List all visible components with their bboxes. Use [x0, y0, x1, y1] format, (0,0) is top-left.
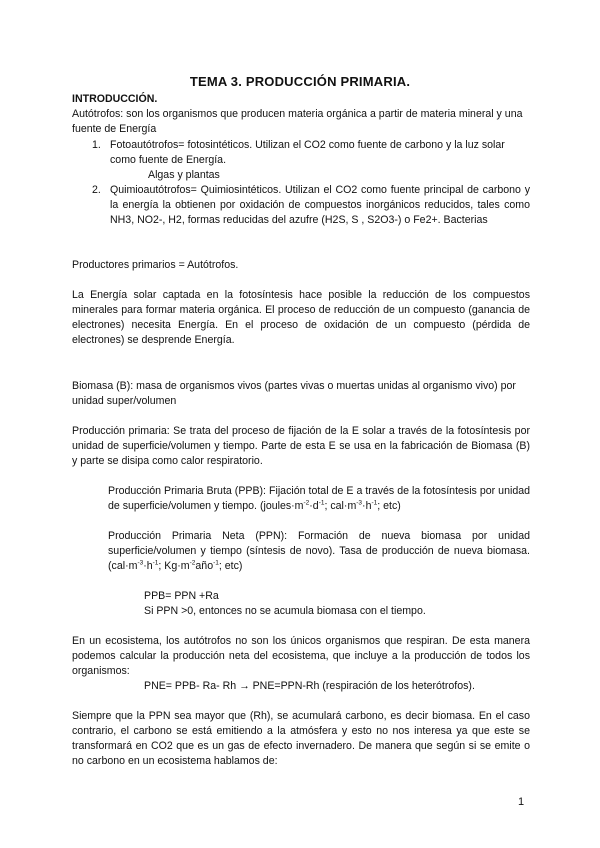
- ecosistema-paragraph: En un ecosistema, los autótrofos no son los únicos organismos que respiran. De esta manera podemos calcular la producción neta del ecosistema, que incluye a la producción de todos los organismos:: [72, 635, 530, 677]
- ppb-paragraph: [108, 484, 530, 514]
- formula-ppn-condition: Si PPN >0, entonces no se acumula biomasa con el tiempo.: [144, 605, 426, 617]
- biomasa-paragraph: Biomasa (B): masa de organismos vivos (partes vivas o muertas unidas al organismo vivo) por unidad super/volumen: [72, 380, 516, 407]
- produccion-primaria-paragraph: Producción primaria: Se trata del proceso de fijación de la E solar a través de la fotosíntesis por unidad de superficie/volumen y tiempo. Parte de esta E se usa en la fabricación de Biomasa (B) y parte se disipa como calor respiratorio.: [72, 425, 530, 467]
- intro-text: Autótrofos: son los organismos que producen materia orgánica a partir de materia mineral y una fuente de Energía: [72, 108, 523, 135]
- list-item-fotoautotrofos-sub: Algas y plantas: [148, 169, 220, 181]
- ppb-units: ($joules\cdot m^{-2}\cdot d^{-1}$; $cal\cdot m^{-3}\cdot h^{-1}$; etc): [259, 499, 401, 512]
- list-number-1: 1.: [92, 139, 101, 151]
- page-number: 1: [518, 796, 525, 808]
- list-item-fotoautotrofos: Fotoautótrofos= fotosintéticos. Utilizan el CO2 como fuente de carbono y la luz solar como fuente de Energía.: [110, 139, 505, 166]
- list-number-2: 2.: [92, 184, 101, 196]
- intro-heading: INTRODUCCIÓN.: [72, 93, 158, 105]
- page-title: TEMA 3. PRODUCCIÓN PRIMARIA.: [189, 74, 411, 89]
- ppn-text: Producción Primaria Neta (PPN): Formación de nueva biomasa por unidad superficie/volumen y tiempo (síntesis de novo). Tasa de producción de nueva biomasa.: [108, 530, 530, 557]
- list-item-quimioautotrofos: Quimioautótrofos= Quimiosintéticos. Utilizan el CO2 como fuente principal de carbono y la energía la obtienen por oxidación de compuestos inorgánicos reducidos, tales como NH3, NO2-, H2, formas reducidas del azufre (H2S, S , S2O3-) o Fe2+. Bacterias: [110, 184, 530, 226]
- energia-paragraph: La Energía solar captada en la fotosíntesis hace posible la reducción de los compuestos minerales para formar materia orgánica. El proceso de reducción de un compuesto (ganancia de electrones) necesita Energía. En el proceso de oxidación de un compuesto (pérdida de electrones) se desprende Energía.: [72, 289, 530, 346]
- formula-ppb: PPB= PPN +Ra: [144, 590, 219, 602]
- productores-line: Productores primarios = Autótrofos.: [72, 259, 239, 271]
- pne-formula: PNE= PPB- Ra- Rh → PNE=PPN-Rh (respiración de los heterótrofos).: [144, 680, 475, 692]
- ppn-paragraph: [108, 529, 530, 574]
- ppn-units: ($cal\cdot m^{-3}\cdot h^{-1}$; $Kg\cdot m^{-2}año^{-1}$; etc): [108, 559, 243, 572]
- ppb-text: Producción Primaria Bruta (PPB): Fijación total de E a través de la fotosíntesis por unidad de superficie/volumen y tiempo.: [108, 485, 530, 512]
- final-paragraph: Siempre que la PPN sea mayor que (Rh), se acumulará carbono, es decir biomasa. En el caso contrario, el carbono se está emitiendo a la atmósfera y esto no nos interesa ya que este se transformará en CO2 que es un gas de efecto invernadero. De manera que según si se emite o no carbono en un ecosistema hablamos de:: [72, 710, 530, 767]
